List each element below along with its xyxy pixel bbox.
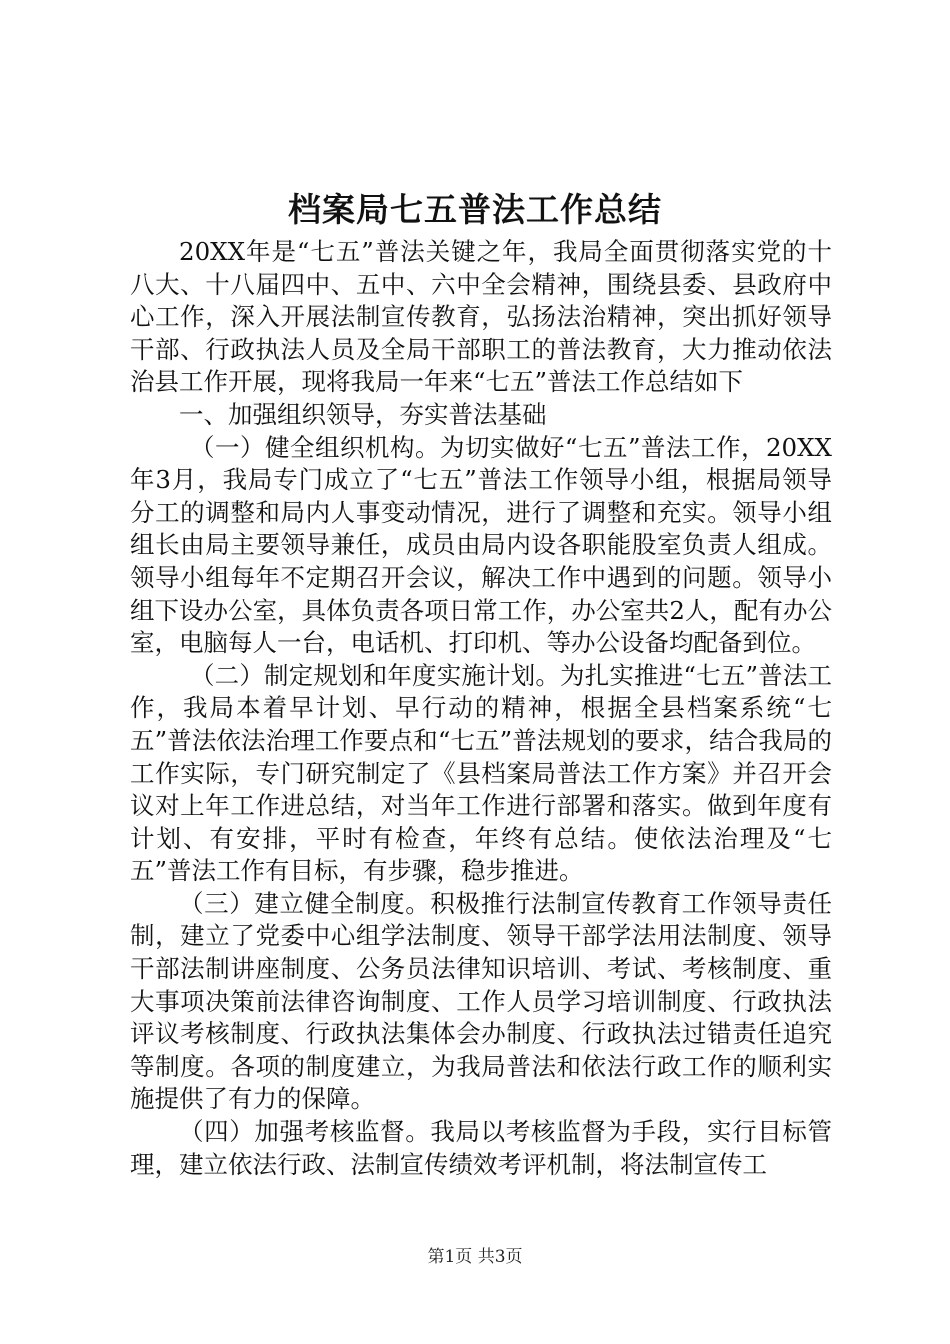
paragraph-item-4: （四）加强考核监督。我局以考核监督为手段，实行目标管理，建立依法行政、法制宣传绩效考评机制，将法制宣传工 <box>130 1117 832 1179</box>
page-footer: 第1页 共3页 <box>427 1247 523 1267</box>
paragraph-item-3: （三）建立健全制度。积极推行法制宣传教育工作领导责任制，建立了党委中心组学法制度、领导干部学法用法制度、领导干部法制讲座制度、公务员法律知识培训、考试、考核制度、重大事项决策前法律咨询制度、工作人员学习培训制度、行政执法评议考核制度、行政执法集体会办制度、行政执法过错责任追究等制度。各项的制度建立，为我局普法和依法行政工作的顺利实施提供了有力的保障。 <box>130 888 832 1114</box>
paragraph-item-1: （一）健全组织机构。为切实做好“七五”普法工作，20XX年3月，我局专门成立了“七五”普法工作领导小组，根据局领导分工的调整和局内人事变动情况，进行了调整和充实。领导小组组长由局主要领导兼任，成员由局内设各职能股室负责人组成。领导小组每年不定期召开会议，解决工作中遇到的问题。领导小组下设办公室，具体负责各项日常工作，办公室共2人，配有办公室，电脑每人一台，电话机、打印机、等办公设备均配备到位。 <box>130 432 832 658</box>
page-title: 档案局七五普法工作总结 <box>288 190 662 229</box>
paragraph-item-2: （二）制定规划和年度实施计划。为扎实推进“七五”普法工作，我局本着早计划、早行动的精神，根据全县档案系统“七五”普法依法治理工作要点和“七五”普法规划的要求，结合我局的工作实际，专门研究制定了《县档案局普法工作方案》并召开会议对上年工作进总结，对当年工作进行部署和落实。做到年度有计划、有安排，平时有检查，年终有总结。使依法治理及“七五”普法工作有目标，有步骤，稳步推进。 <box>130 660 832 886</box>
section-heading: 一、加强组织领导，夯实普法基础 <box>179 399 547 429</box>
intro-paragraph: 20XX年是“七五”普法关键之年，我局全面贯彻落实党的十八大、十八届四中、五中、六中全会精神，围绕县委、县政府中心工作，深入开展法制宣传教育，弘扬法治精神，突出抓好领导干部、行政执法人员及全局干部职工的普法教育，大力推动依法治县工作开展，现将我局一年来“七五”普法工作总结如下 <box>130 237 832 397</box>
document-body <box>130 236 832 1181</box>
